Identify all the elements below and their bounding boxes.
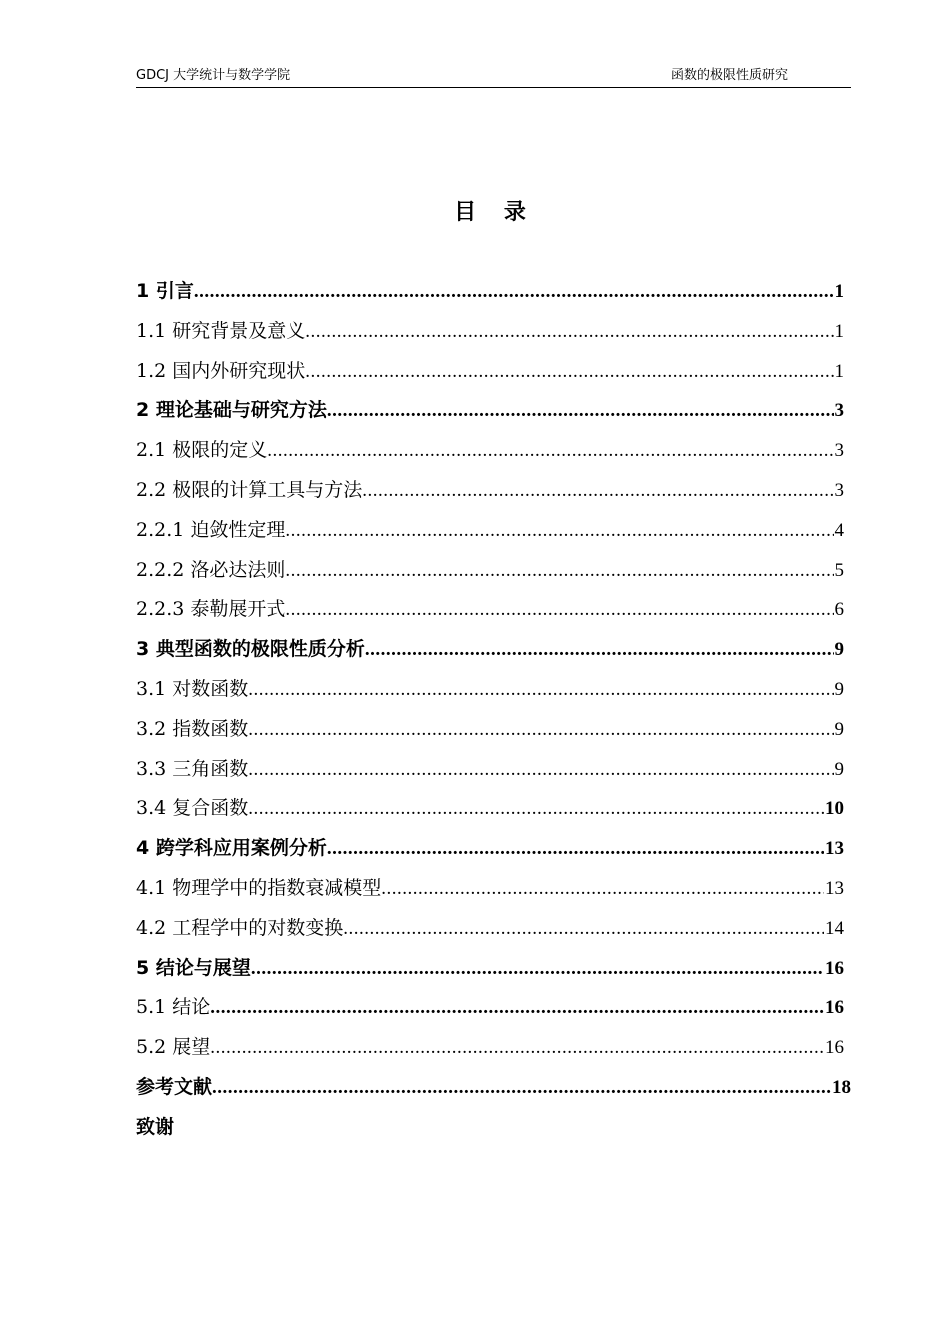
toc-entry-label: 3.1 对数函数	[136, 677, 249, 700]
toc-entry-page: 18	[832, 1076, 851, 1098]
toc-entry-label: 3.3 三角函数	[136, 757, 249, 780]
toc-entry-label: 3.4 复合函数	[136, 797, 249, 820]
toc-entry-label: 2.1 极限的定义	[136, 439, 268, 462]
header-thesis-title: 函数的极限性质研究	[671, 68, 789, 83]
toc-entry-page: 16	[825, 957, 844, 979]
toc-entry-page: 16	[825, 997, 844, 1019]
toc-entry-2-2-2[interactable]	[136, 551, 851, 591]
toc-entry-label: 3 典型函数的极限性质分析	[136, 638, 365, 661]
toc-leader	[327, 829, 824, 869]
toc-entry-label: 2.2.3 泰勒展开式	[136, 598, 286, 621]
toc-entry-page: 13	[825, 877, 844, 899]
toc-entry-3-3[interactable]	[136, 750, 851, 790]
toc-entry-page: 13	[825, 838, 844, 860]
toc-leader	[343, 909, 824, 949]
toc-title: 目 录	[454, 200, 536, 225]
toc-leader	[251, 949, 824, 989]
toc-leader	[362, 471, 833, 511]
toc-entry-2-1[interactable]	[136, 431, 851, 471]
toc-entry-label: 4.1 物理学中的指数衰减模型	[136, 876, 382, 899]
toc-entry-page: 16	[825, 1037, 844, 1059]
toc-entry-1-1[interactable]	[136, 312, 851, 352]
toc-leader	[365, 630, 834, 670]
toc-leader	[285, 551, 833, 591]
toc-entry-2[interactable]	[136, 391, 851, 431]
toc-leader	[305, 352, 833, 392]
toc-entry-label: 4.2 工程学中的对数变换	[136, 916, 344, 939]
toc-entry-label: 5.1 结论	[136, 996, 211, 1019]
toc-leader	[248, 670, 833, 710]
toc-entry-page: 5	[834, 559, 844, 581]
toc-entry-3-2[interactable]	[136, 710, 851, 750]
toc-entry-label: 3.2 指数函数	[136, 717, 249, 740]
toc-entry-label: 1.2 国内外研究现状	[136, 359, 306, 382]
page-header	[136, 66, 851, 88]
toc-entry-4-2[interactable]	[136, 909, 851, 949]
toc-entry-label: 4 跨学科应用案例分析	[136, 837, 327, 860]
toc-entry-label: 2 理论基础与研究方法	[136, 399, 327, 422]
toc-entry-page: 9	[834, 758, 844, 780]
toc-leader	[248, 750, 833, 790]
toc-leader	[327, 391, 834, 431]
toc-leader	[210, 1028, 824, 1068]
toc-entry-label: 致谢	[136, 1115, 175, 1138]
toc-entry-4-1[interactable]	[136, 869, 851, 909]
toc-entry-page: 3	[834, 440, 844, 462]
toc-leader	[248, 710, 833, 750]
toc-entry-label: 2.2 极限的计算工具与方法	[136, 478, 363, 501]
toc-entry-page: 9	[834, 678, 844, 700]
toc-entry-page: 9	[834, 718, 844, 740]
toc-entry-page: 3	[834, 479, 844, 501]
toc-leader	[305, 312, 833, 352]
toc-entry-2-2-1[interactable]	[136, 511, 851, 551]
toc-leader	[210, 988, 824, 1028]
toc-leader	[381, 869, 824, 909]
toc-entry-4[interactable]	[136, 829, 851, 869]
toc-entry-references[interactable]	[136, 1068, 851, 1108]
toc-entry-label: 1.1 研究背景及意义	[136, 319, 306, 342]
toc-entry-page: 14	[825, 917, 844, 939]
toc-leader	[285, 511, 833, 551]
toc-entry-1-2[interactable]	[136, 352, 851, 392]
toc-leader	[212, 1068, 831, 1108]
toc-entry-2-2[interactable]	[136, 471, 851, 511]
toc-leader	[285, 590, 833, 630]
toc-entry-3-1[interactable]	[136, 670, 851, 710]
toc-entry-acknowledgements[interactable]	[136, 1108, 851, 1148]
toc-entry-page: 1	[834, 281, 844, 302]
toc-entry-3-4[interactable]	[136, 789, 851, 829]
header-institution: GDCJ 大学统计与数学学院	[136, 68, 291, 83]
toc-entry-2-2-3[interactable]	[136, 590, 851, 630]
toc-leader	[267, 431, 833, 471]
toc-leader	[194, 272, 834, 312]
toc-leader	[248, 789, 824, 829]
toc-entry-3[interactable]	[136, 630, 851, 670]
toc-entry-label: 5.2 展望	[136, 1036, 211, 1059]
toc-entry-label: 1 引言	[136, 280, 194, 302]
toc-entry-page: 1	[834, 360, 844, 382]
toc-entry-label: 2.2.1 迫敛性定理	[136, 518, 286, 541]
toc-entry-page: 1	[834, 320, 844, 342]
toc-entry-5-1[interactable]	[136, 988, 851, 1028]
toc-entry-page: 3	[834, 400, 844, 422]
toc-entry-1[interactable]	[136, 272, 851, 312]
toc-entry-label: 参考文献	[136, 1075, 213, 1098]
toc-entry-page: 6	[834, 599, 844, 621]
toc-entry-label: 2.2.2 洛必达法则	[136, 558, 286, 581]
toc-entry-page: 4	[834, 519, 844, 541]
toc-entry-label: 5 结论与展望	[136, 956, 251, 979]
toc-entry-page: 10	[825, 798, 844, 820]
toc-entry-page: 9	[834, 639, 844, 661]
toc-entry-5[interactable]	[136, 949, 851, 989]
table-of-contents	[136, 272, 851, 1148]
toc-entry-5-2[interactable]	[136, 1028, 851, 1068]
